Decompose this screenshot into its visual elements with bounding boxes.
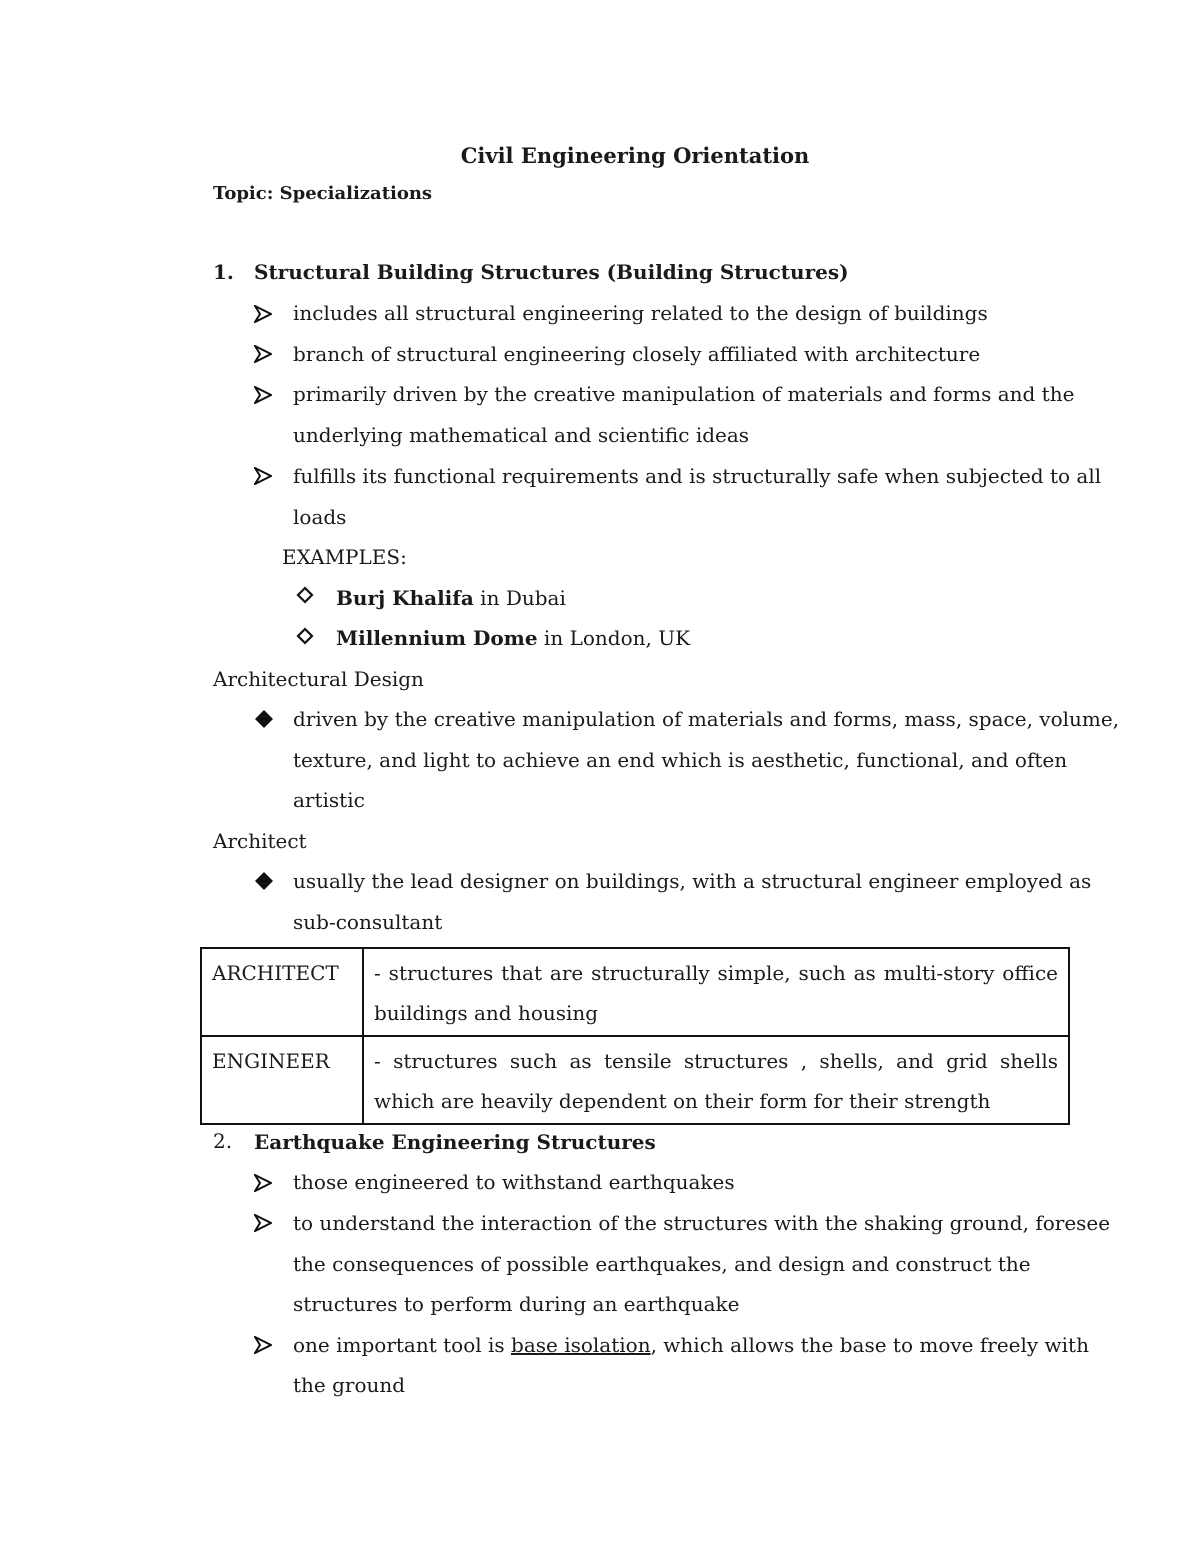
arrow-bullet-icon — [254, 467, 272, 485]
bullet-text: fulfills its functional requirements and is structurally safe when subjected to all — [293, 464, 1102, 488]
example-name: Burj Khalifa — [336, 586, 474, 610]
bullet-text-continued: the consequences of possible earthquakes, and design and construct the — [293, 1252, 1031, 1276]
section-heading: Structural Building Structures (Building Structures) — [254, 260, 849, 284]
bullet-text — [293, 1332, 1089, 1358]
arrow-bullet-icon — [254, 1174, 272, 1192]
bullet-text: those engineered to withstand earthquakes — [293, 1170, 735, 1194]
section-number: 2. — [213, 1129, 233, 1153]
table-row — [201, 1036, 1069, 1124]
diamond-outline-bullet-icon — [296, 586, 314, 604]
table-cell-description: - structures that are structurally simple, such as multi-story office buildings and housing — [363, 948, 1069, 1036]
table-cell-role: ARCHITECT — [201, 948, 363, 1036]
table-cell-description: - structures such as tensile structures , shells, and grid shells which are heavily dependent on their form for their strength — [363, 1036, 1069, 1124]
arrow-bullet-icon — [254, 386, 272, 404]
topic-label: Topic: Specializations — [213, 183, 433, 204]
example-name: Millennium Dome — [336, 626, 538, 650]
example-item — [336, 585, 566, 611]
architect-label: Architect — [213, 829, 307, 853]
bullet-text: branch of structural engineering closely affiliated with architecture — [293, 342, 981, 366]
example-place: in London, UK — [537, 626, 691, 650]
architect-engineer-table — [200, 947, 1070, 1125]
arrow-bullet-icon — [254, 1336, 272, 1354]
bullet-text-continued: artistic — [293, 788, 365, 812]
bullet-text: primarily driven by the creative manipulation of materials and forms and the — [293, 382, 1075, 406]
bullet-text-part: , which allows the base to move freely with — [650, 1333, 1089, 1357]
example-item — [336, 625, 690, 651]
arrow-bullet-icon — [254, 1214, 272, 1232]
bullet-text-continued: structures to perform during an earthquake — [293, 1292, 740, 1316]
section-number: 1. — [213, 260, 234, 284]
bullet-text: includes all structural engineering related to the design of buildings — [293, 301, 988, 325]
bullet-text-continued: underlying mathematical and scientific ideas — [293, 423, 750, 447]
bullet-text-part: one important tool is — [293, 1333, 512, 1357]
diamond-outline-bullet-icon — [296, 627, 314, 645]
bullet-text-continued: loads — [293, 505, 347, 529]
examples-label: EXAMPLES: — [282, 545, 407, 569]
diamond-solid-bullet-icon — [254, 871, 274, 891]
diamond-solid-bullet-icon — [254, 709, 274, 729]
section-heading: Earthquake Engineering Structures — [254, 1130, 656, 1154]
bullet-text-continued: texture, and light to achieve an end which is aesthetic, functional, and often — [293, 748, 1068, 772]
document-title: Civil Engineering Orientation — [460, 143, 810, 168]
bullet-text: usually the lead designer on buildings, with a structural engineer employed as — [293, 869, 1092, 893]
arrow-bullet-icon — [254, 305, 272, 323]
example-place: in Dubai — [473, 586, 566, 610]
table-cell-role: ENGINEER — [201, 1036, 363, 1124]
bullet-text-continued: sub-consultant — [293, 910, 443, 934]
architectural-design-label: Architectural Design — [213, 667, 424, 691]
underlined-term: base isolation — [511, 1333, 651, 1357]
bullet-text: driven by the creative manipulation of materials and forms, mass, space, volume, — [293, 707, 1120, 731]
bullet-text: to understand the interaction of the structures with the shaking ground, foresee — [293, 1211, 1111, 1235]
table-row — [201, 948, 1069, 1036]
bullet-text-continued: the ground — [293, 1373, 406, 1397]
arrow-bullet-icon — [254, 345, 272, 363]
